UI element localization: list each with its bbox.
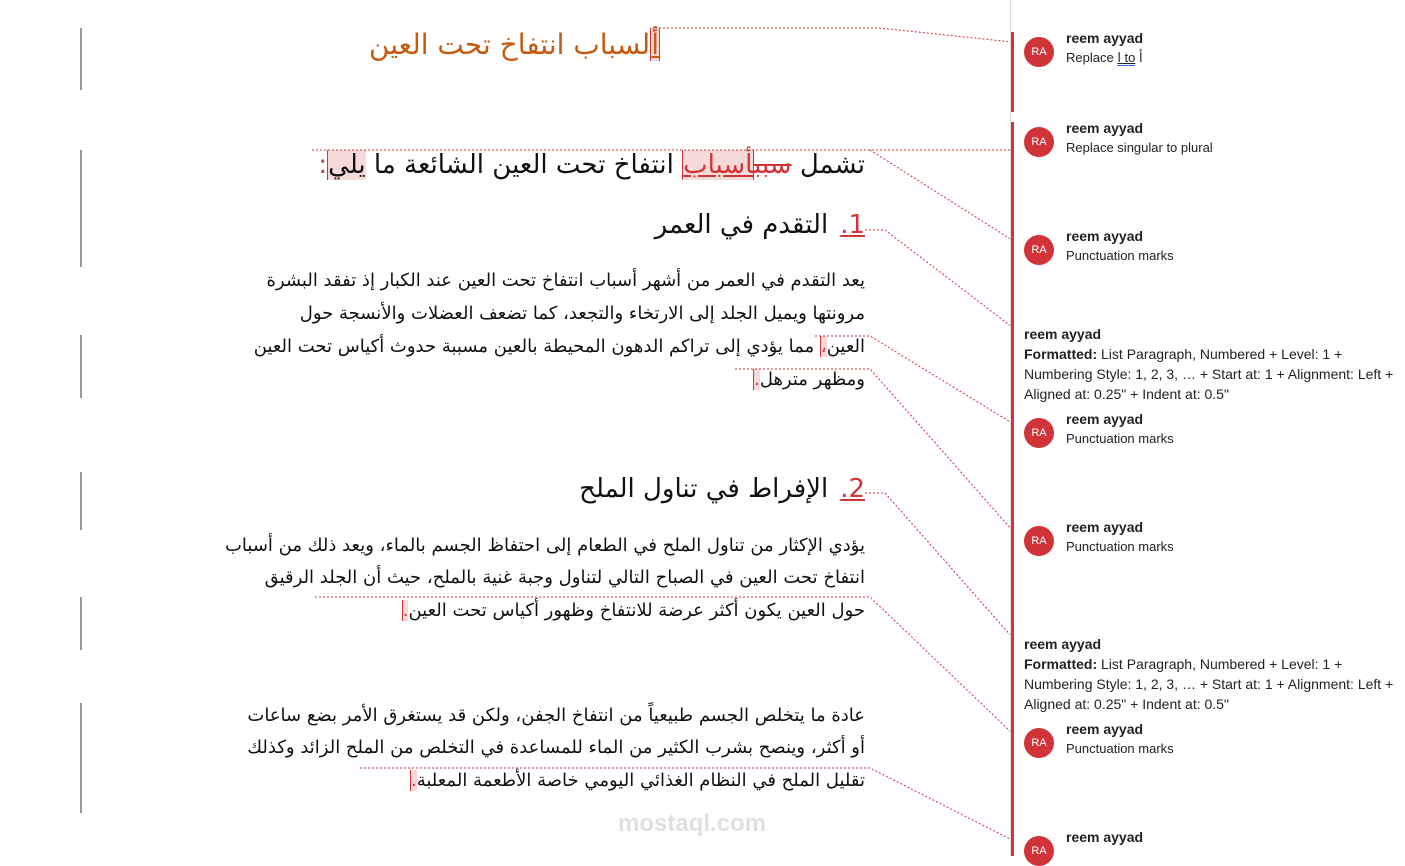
comment-author: reem ayyad: [1024, 326, 1102, 342]
comment-bar: [1011, 122, 1014, 856]
deleted-text[interactable]: سبب: [754, 150, 792, 180]
inserted-punctuation[interactable]: .: [402, 600, 409, 621]
avatar: RA: [1024, 37, 1054, 67]
paragraph-line: أو أكثر، وينصح بشرب الكثير من الماء للمساعدة في التخلص من الملح الزائد وكذلك: [247, 737, 865, 758]
paragraph-line: يعد التقدم في العمر من أشهر أسباب انتفاخ تحت العين عند الكبار إذ تفقد البشرة: [266, 270, 865, 291]
formatted-text[interactable]: يلي: [328, 150, 366, 180]
comment-text: Punctuation marks: [1066, 539, 1174, 554]
paragraph-line: مرونتها ويميل الجلد إلى الارتخاء والتجعد، كما تضعف العضلات والأنسجة حول: [299, 303, 865, 324]
format-label: Formatted:: [1024, 656, 1098, 672]
comment-bar: [1011, 32, 1014, 112]
format-text: List Paragraph, Numbered + Level: 1 + Numbering Style: 1, 2, 3, … + Start at: 1 + Alignment: Left + Aligned at: 0.25" + Indent at: 0.5": [1024, 656, 1394, 712]
avatar: RA: [1024, 127, 1054, 157]
inserted-punctuation[interactable]: .: [410, 770, 417, 791]
title-text: لسباب انتفاخ تحت العين: [368, 28, 651, 61]
paragraph-line: يؤدي الإكثار من تناول الملح في الطعام إلى احتفاظ الجسم بالماء، ويعد ذلك من أسباب: [224, 535, 865, 556]
text: تقليل الملح في النظام الغذائي اليومي خاصة الأطعمة المعلبة: [416, 770, 865, 791]
paragraph-line: انتفاخ تحت العين في الصباح التالي لتناول وجبة غنية بالملح، حيث أن الجلد الرقيق: [264, 567, 865, 588]
comment-author: reem ayyad: [1066, 228, 1144, 244]
comment-author: reem ayyad: [1066, 721, 1144, 737]
comment-author: reem ayyad: [1066, 829, 1144, 845]
inserted-text[interactable]: أسباب: [683, 150, 754, 180]
inserted-punctuation[interactable]: ،: [820, 336, 827, 357]
paragraph-line: عادة ما يتخلص الجسم طبيعياً من انتفاخ الجفن، ولكن قد يستغرق الأمر بضع ساعات: [247, 705, 865, 726]
inserted-punctuation[interactable]: .: [754, 369, 760, 390]
comment-author: reem ayyad: [1066, 519, 1144, 535]
comment-author: reem ayyad: [1066, 30, 1144, 46]
comment-author: reem ayyad: [1066, 120, 1144, 136]
format-change[interactable]: [1024, 324, 1394, 404]
comment-text: Punctuation marks: [1066, 431, 1174, 446]
list-number: 2.: [840, 474, 865, 504]
text: حول العين يكون أكثر عرضة للانتفاخ وظهور أكياس تحت العين: [408, 600, 865, 621]
avatar: RA: [1024, 235, 1054, 265]
text: مما يؤدي إلى تراكم الدهون المحيطة بالعين مسببة حدوث أكياس تحت العين: [253, 336, 815, 357]
inserted-colon[interactable]: :: [318, 150, 328, 180]
format-text: List Paragraph, Numbered + Level: 1 + Numbering Style: 1, 2, 3, … + Start at: 1 + Alignment: Left + Aligned at: 0.25" + Indent at: 0.5": [1024, 346, 1394, 402]
format-label: Formatted:: [1024, 346, 1098, 362]
text: ومظهر مترهل: [759, 369, 865, 390]
comment-link[interactable]: ا to: [1117, 50, 1136, 65]
avatar: RA: [1024, 728, 1054, 758]
text: العين: [826, 336, 865, 357]
avatar: RA: [1024, 526, 1054, 556]
comment-text: Punctuation marks: [1066, 741, 1174, 756]
avatar: RA: [1024, 418, 1054, 448]
text: تشمل: [791, 150, 865, 180]
comment-author: reem ayyad: [1024, 636, 1102, 652]
comment-author: reem ayyad: [1066, 411, 1144, 427]
comment-text: Replace singular to plural: [1066, 140, 1213, 155]
comment-text: Punctuation marks: [1066, 248, 1174, 263]
list-number: 1.: [840, 210, 865, 240]
inserted-text[interactable]: أ: [651, 28, 659, 61]
watermark: mostaql.com: [618, 810, 767, 837]
comment-text: Replace ا to أ: [1066, 50, 1143, 65]
heading-text: الإفراط في تناول الملح: [579, 474, 829, 504]
heading-text: التقدم في العمر: [654, 210, 829, 240]
avatar: RA: [1024, 836, 1054, 866]
text: انتفاخ تحت العين الشائعة ما: [365, 150, 683, 180]
format-change[interactable]: [1024, 634, 1394, 714]
